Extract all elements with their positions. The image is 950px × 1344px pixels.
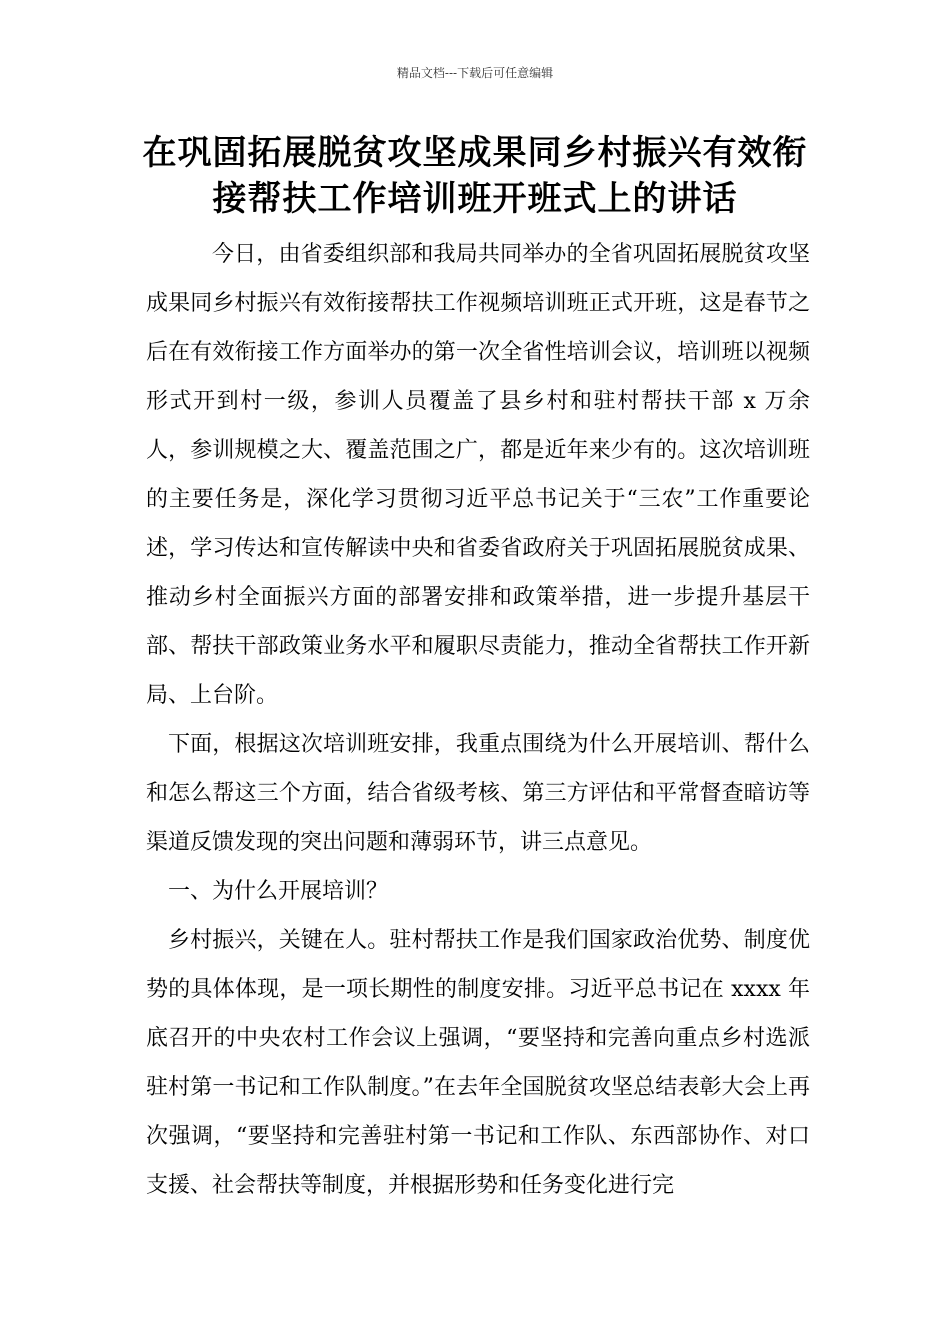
- paragraph-section-one: 乡村振兴，关键在人。驻村帮扶工作是我们国家政治优势、制度优势的具体体现，是一项长期性的制度安排。习近平总书记在 xxxx 年底召开的中央农村工作会议上强调，“要坚持和完善向重点乡村选派驻村第一书记和工作队制度。”在去年全国脱贫攻坚总结表彰大会上再次强调，“要坚持和完善驻村第一书记和工作队、东西部协作、对口支援、社会帮扶等制度，并根据形势和任务变化进行完: [146, 928, 810, 1198]
- document-title: 在巩固拓展脱贫攻坚成果同乡村振兴有效衔接帮扶工作培训班开班式上的讲话: [142, 133, 808, 219]
- section-heading: 一、为什么开展培训？: [168, 879, 389, 904]
- document-body: [146, 230, 810, 1210]
- paragraph-outline: 下面，根据这次培训班安排，我重点围绕为什么开展培训、帮什么和怎么帮这三个方面，结合省级考核、第三方评估和平常督查暗访等渠道反馈发现的突出问题和薄弱环节，讲三点意见。: [146, 732, 810, 855]
- header-note: 精品文档---下载后可任意编辑: [396, 66, 554, 80]
- paragraph-intro: 今日，由省委组织部和我局共同举办的全省巩固拓展脱贫攻坚成果同乡村振兴有效衔接帮扶工作视频培训班正式开班，这是春节之后在有效衔接工作方面举办的第一次全省性培训会议，培训班以视频形式开到村一级，参训人员覆盖了县乡村和驻村帮扶干部 x 万余人，参训规模之大、覆盖范围之广，都是近年来少有的。这次培训班的主要任务是，深化学习贯彻习近平总书记关于“三农”工作重要论述，学习传达和宣传解读中央和省委省政府关于巩固拓展脱贫成果、推动乡村全面振兴方面的部署安排和政策举措，进一步提升基层干部、帮扶干部政策业务水平和履职尽责能力，推动全省帮扶工作开新局、上台阶。: [146, 242, 810, 708]
